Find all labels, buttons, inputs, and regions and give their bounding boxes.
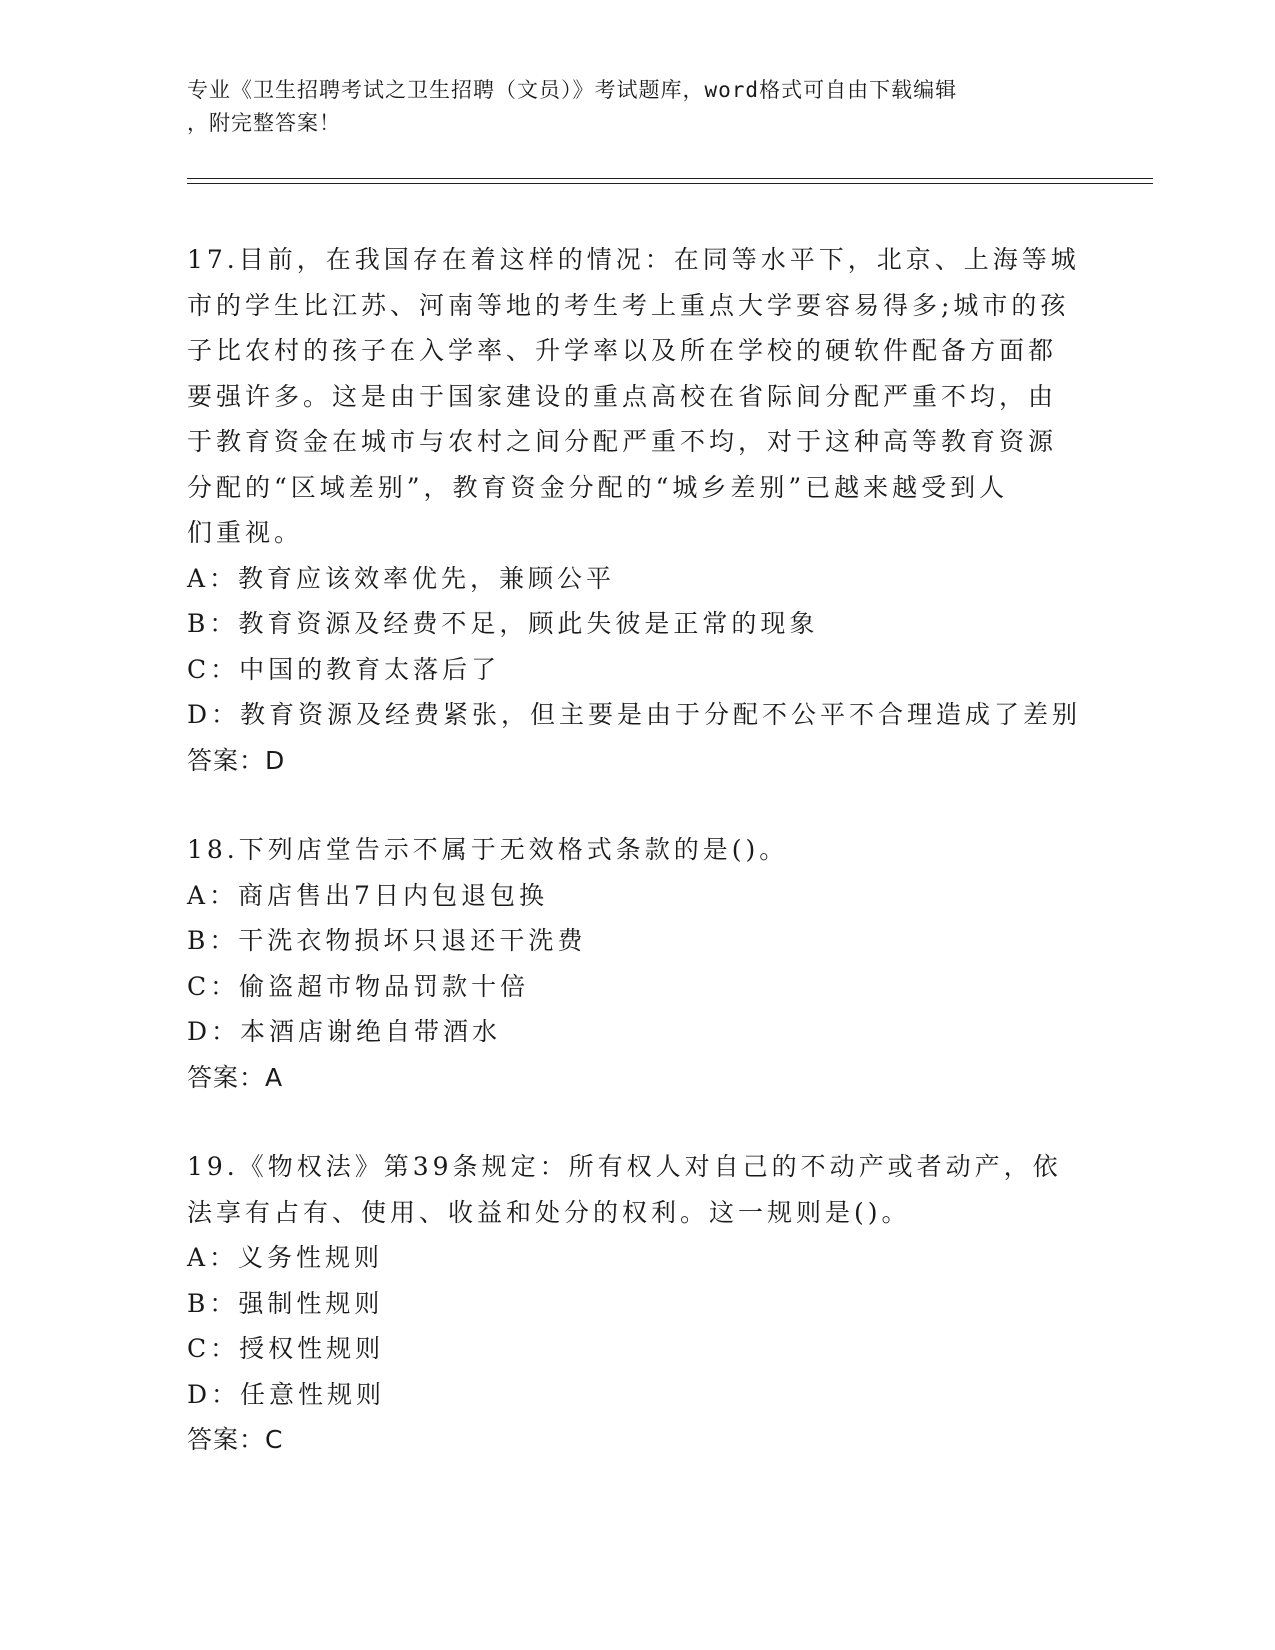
- answer-label: 答案：A: [187, 1062, 284, 1092]
- header-line-1: 专业《卫生招聘考试之卫生招聘（文员）》考试题库，word格式可自由下载编辑: [187, 78, 958, 102]
- option-b: B：干洗衣物损坏只退还干洗费: [187, 926, 587, 955]
- question-text-line: 分配的“区域差别”，教育资金分配的“城乡差别”已越来越受到人: [187, 472, 1009, 502]
- option-a: A：义务性规则: [187, 1243, 384, 1272]
- question-text-line: 法享有占有、使用、收益和处分的权利。这一规则是()。: [187, 1197, 911, 1227]
- question-text-line: 18.下列店堂告示不属于无效格式条款的是()。: [187, 835, 789, 864]
- header-divider-top: [187, 178, 1153, 179]
- question-text-line: 19.《物权法》第39条规定：所有权人对自己的不动产或者动产，依: [187, 1152, 1062, 1181]
- question-text-line: 市的学生比江苏、河南等地的考生考上重点大学要容易得多;城市的孩: [187, 290, 1070, 320]
- question-spacer: [187, 783, 1087, 827]
- option-b: B：强制性规则: [187, 1288, 384, 1318]
- option-d: D：教育资源及经费紧张，但主要是由于分配不公平不合理造成了差别: [187, 700, 1082, 729]
- question-text-line: 17.目前，在我国存在着这样的情况：在同等水平下，北京、上海等城: [187, 245, 1080, 274]
- option-d: D：任意性规则: [187, 1379, 386, 1409]
- question-text-line: 要强许多。这是由于国家建设的重点高校在省际间分配严重不均，由: [187, 381, 1058, 411]
- document-header: [187, 74, 1087, 140]
- option-c: C：中国的教育太落后了: [187, 654, 501, 684]
- option-c: C：授权性规则: [187, 1334, 385, 1363]
- answer-label: 答案：D: [187, 745, 286, 775]
- question-19: [187, 1144, 1087, 1463]
- header-line-2: ，附完整答案！: [187, 111, 341, 135]
- question-17: [187, 237, 1087, 783]
- option-a: A：商店售出7日内包退包换: [187, 880, 548, 910]
- option-a: A：教育应该效率优先，兼顾公平: [187, 563, 616, 593]
- option-b: B：教育资源及经费不足，顾此失彼是正常的现象: [187, 609, 819, 638]
- option-d: D：本酒店谢绝自带酒水: [187, 1017, 502, 1046]
- question-list: [187, 237, 1087, 1463]
- question-18: [187, 827, 1087, 1100]
- answer-label: 答案：C: [187, 1425, 284, 1454]
- question-text-line: 子比农村的孩子在入学率、升学率以及所在学校的硬软件配备方面都: [187, 336, 1058, 365]
- question-text-line: 们重视。: [187, 518, 304, 547]
- question-text-line: 于教育资金在城市与农村之间分配严重不均，对于这种高等教育资源: [187, 427, 1058, 456]
- header-divider-bottom: [187, 183, 1153, 184]
- option-c: C：偷盗超市物品罚款十倍: [187, 971, 530, 1001]
- question-spacer: [187, 1100, 1087, 1144]
